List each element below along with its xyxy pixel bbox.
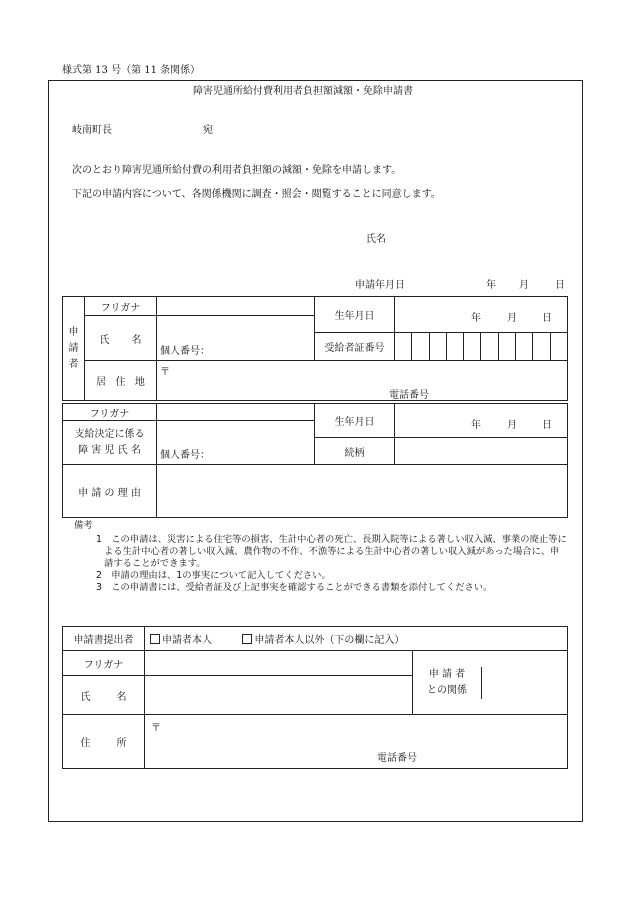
applicant-address-label: 居 住 地 bbox=[85, 361, 157, 401]
notes-heading: 備考 bbox=[74, 520, 93, 531]
applicant-name-label: 氏 名 bbox=[85, 316, 157, 361]
applicant-furigana-field[interactable] bbox=[157, 297, 315, 316]
recipient-cert-number-boxes[interactable] bbox=[395, 333, 568, 361]
note-item-2: 2 申請の理由は、1の事実について記入してください。 bbox=[96, 570, 331, 581]
submitter-furigana-field[interactable] bbox=[145, 651, 413, 676]
application-reason-label: 申 請 の 理 由 bbox=[63, 465, 157, 518]
submitter-option-self[interactable]: 申請者本人 bbox=[150, 635, 212, 646]
applicant-address-field[interactable] bbox=[157, 361, 568, 401]
submitter-table bbox=[62, 626, 568, 769]
child-name-field[interactable] bbox=[157, 421, 315, 465]
checkbox-self[interactable] bbox=[150, 634, 160, 644]
submitter-furigana-label: フリガナ bbox=[63, 651, 145, 676]
form-number: 様式第 13 号（第 11 条関係） bbox=[62, 65, 201, 76]
application-date-day: 日 bbox=[555, 280, 565, 291]
addressee-suffix: 宛 bbox=[203, 125, 213, 136]
submitter-options bbox=[145, 627, 568, 651]
applicant-individual-number-label: 個人番号： bbox=[160, 346, 210, 357]
applicant-signature-label: 氏名 bbox=[366, 234, 386, 245]
checkbox-other[interactable] bbox=[242, 634, 252, 644]
application-date-label: 申請年月日 bbox=[355, 280, 405, 291]
child-furigana-field[interactable] bbox=[157, 404, 315, 421]
page-title: 障害児通所給付費利用者負担額減額・免除申請書 bbox=[193, 86, 413, 97]
submitter-phone-label: 電話番号 bbox=[377, 753, 417, 764]
submitter-address-field[interactable] bbox=[145, 715, 568, 769]
child-name-label: 支給決定に係る 障 害 児 氏 名 bbox=[63, 421, 157, 465]
child-table bbox=[62, 403, 568, 518]
addressee: 岐南町長 bbox=[72, 125, 112, 136]
submitter-relation-label: 申 請 者 との関係 bbox=[413, 667, 482, 699]
applicant-postal-mark: 〒 bbox=[160, 367, 170, 378]
application-date-month: 月 bbox=[519, 280, 529, 291]
child-relation-label: 続柄 bbox=[315, 438, 395, 465]
submitter-relation-cell bbox=[413, 651, 568, 715]
recipient-cert-label: 受給者証番号 bbox=[315, 333, 395, 361]
child-individual-number-label: 個人番号： bbox=[160, 450, 210, 461]
notes-list bbox=[96, 534, 568, 594]
child-birthdate-label: 生年月日 bbox=[315, 404, 395, 438]
application-date-year: 年 bbox=[486, 280, 496, 291]
applicant-birthdate-field[interactable]: 年 月 日 bbox=[395, 297, 568, 333]
applicant-name-field[interactable] bbox=[157, 316, 315, 361]
applicant-birthdate-label: 生年月日 bbox=[315, 297, 395, 333]
applicant-phone-label: 電話番号 bbox=[389, 390, 429, 401]
intro-line-2: 下記の申請内容について、各関係機関に調査・照会・閲覧することに同意します。 bbox=[72, 189, 441, 200]
submitter-label: 申請書提出者 bbox=[63, 627, 145, 651]
child-birthdate-field[interactable]: 年 月 日 bbox=[395, 404, 568, 438]
submitter-address-label: 住 所 bbox=[63, 715, 145, 769]
submitter-name-label: 氏 名 bbox=[63, 676, 145, 715]
submitter-name-field[interactable] bbox=[145, 676, 413, 715]
submitter-relation-field[interactable] bbox=[482, 667, 567, 699]
submitter-option-other[interactable]: 申請者本人以外（下の欄に記入） bbox=[242, 635, 404, 646]
note-item-3: 3 この申請書には、受給者証及び上記事実を確認することができる書類を添付してください。 bbox=[96, 582, 493, 593]
applicant-furigana-label: フリガナ bbox=[85, 297, 157, 316]
applicant-table bbox=[62, 296, 568, 401]
child-furigana-label: フリガナ bbox=[63, 404, 157, 421]
intro-line-1: 次のとおり障害児通所給付費の利用者負担額の減額・免除を申請します。 bbox=[72, 165, 402, 176]
applicant-group-label: 申 請 者 bbox=[63, 297, 85, 401]
application-reason-field[interactable] bbox=[157, 465, 568, 518]
note-item-1: 1 この申請は、災害による住宅等の損害、生計中心者の死亡、長期入院等による著しい収入減、事業の廃止等による生計中心者の著しい収入減、農作物の不作、不漁等による生計中心者の著しい収入減があった場合に、申請することができます。 bbox=[96, 534, 567, 569]
child-relation-field[interactable] bbox=[395, 438, 568, 465]
submitter-postal-mark: 〒 bbox=[151, 723, 161, 734]
